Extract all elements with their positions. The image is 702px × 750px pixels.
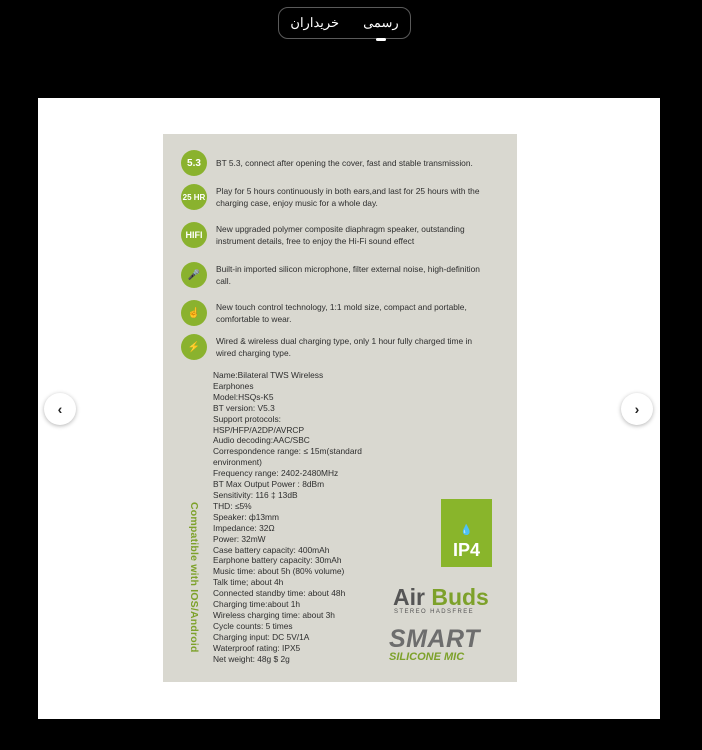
spec-line: Cycle counts: 5 times xyxy=(213,620,293,631)
brand-logo xyxy=(393,584,489,611)
feature-row xyxy=(181,262,486,288)
spec-line: BT version: V5.3 xyxy=(213,402,275,413)
ip-rating-badge xyxy=(441,499,492,567)
spec-line: environment) xyxy=(213,457,262,468)
previous-image-button[interactable] xyxy=(44,393,76,425)
tab-buyers[interactable]: خریداران xyxy=(290,15,340,30)
wireless-charging-icon: ⚡ xyxy=(181,334,207,360)
spec-line: Wireless charging time: about 3h xyxy=(213,609,335,620)
image-viewer xyxy=(38,98,660,719)
chevron-right-icon: › xyxy=(634,401,640,417)
feature-row xyxy=(181,184,486,210)
bluetooth-version-icon: 5.3 xyxy=(181,150,207,176)
fingerprint-touch-icon: ☝ xyxy=(181,300,207,326)
spec-line: Connected standby time: about 48h xyxy=(213,588,346,599)
feature-row xyxy=(181,300,486,326)
next-image-button[interactable] xyxy=(621,393,653,425)
spec-line: Net weight: 48g $ 2g xyxy=(213,653,290,664)
spec-line: Power: 32mW xyxy=(213,533,266,544)
feature-text: Built-in imported silicon microphone, filter external noise, high-definition call. xyxy=(216,264,480,286)
feature-row xyxy=(181,334,486,360)
compatibility-label: Compatible with IOS/Android xyxy=(188,501,200,653)
microphone-icon: 🎤 xyxy=(181,262,207,288)
spec-line: Case battery capacity: 400mAh xyxy=(213,544,330,555)
spec-line: Speaker: ф13mm xyxy=(213,511,280,522)
spec-line: Charging input: DC 5V/1A xyxy=(213,631,310,642)
brand-subtitle: STEREO HADSFREE xyxy=(394,609,475,615)
spec-line: Sensitivity: 116 ‡ 13dB xyxy=(213,489,298,500)
spec-line: Correspondence range: ≤ 15m(standard xyxy=(213,446,362,457)
chevron-left-icon: ‹ xyxy=(57,401,63,417)
ip-rating-text: IP4 xyxy=(452,540,481,560)
spec-line: Audio decoding:AAC/SBC xyxy=(213,435,310,446)
feature-text: Wired & wireless dual charging type, only 1 hour fully charged time in wired charging type. xyxy=(216,336,473,358)
spec-line: Earphones xyxy=(213,380,254,391)
hifi-icon: HIFI xyxy=(181,222,207,248)
feature-row xyxy=(181,222,486,248)
spec-line: Support protocols: xyxy=(213,413,281,424)
spec-line: THD: ≤5% xyxy=(213,500,252,511)
silicone-mic-label: SILICONE MIC xyxy=(389,651,465,663)
spec-line: BT Max Output Power : 8dBm xyxy=(213,479,325,490)
feature-text: New upgraded polymer composite diaphragm speaker, outstanding instrument details, free to enjoy the Hi-Fi sound effect xyxy=(216,224,465,246)
tab-official[interactable]: رسمی xyxy=(351,15,411,31)
water-drops-icon: 💧 xyxy=(460,525,473,536)
feature-text: Play for 5 hours continuously in both ears,and last for 25 hours with the charging case, enjoy music for a whole day. xyxy=(216,186,480,208)
brand-buds: Buds xyxy=(431,584,489,610)
spec-line: Name:Bilateral TWS Wireless xyxy=(213,370,324,380)
battery-hours-icon: 25 HR xyxy=(181,184,207,210)
review-source-tabs xyxy=(278,7,411,39)
spec-line: Model:HSQs-K5 xyxy=(213,391,274,402)
spec-line: Talk time; about 4h xyxy=(213,577,284,588)
feature-row xyxy=(181,150,486,176)
spec-line: Charging time:about 1h xyxy=(213,599,301,610)
spec-line: Frequency range: 2402-2480MHz xyxy=(213,468,339,479)
brand-air: Air xyxy=(393,584,425,610)
smart-logo: SMART xyxy=(389,625,480,653)
spec-line: Impedance: 32Ω xyxy=(213,522,275,533)
feature-text: New touch control technology, 1:1 mold size, compact and portable, comfortable to wear. xyxy=(216,302,467,324)
spec-list xyxy=(213,370,383,664)
product-box-image xyxy=(163,134,517,682)
spec-line: Waterproof rating: IPX5 xyxy=(213,642,301,653)
spec-line: Music time: about 5h (80% volume) xyxy=(213,566,345,577)
feature-text: BT 5.3, connect after opening the cover, fast and stable transmission. xyxy=(216,158,473,168)
spec-line: HSP/HFP/A2DP/AVRCP xyxy=(213,424,305,435)
spec-line: Earphone battery capacity: 30mAh xyxy=(213,555,342,566)
